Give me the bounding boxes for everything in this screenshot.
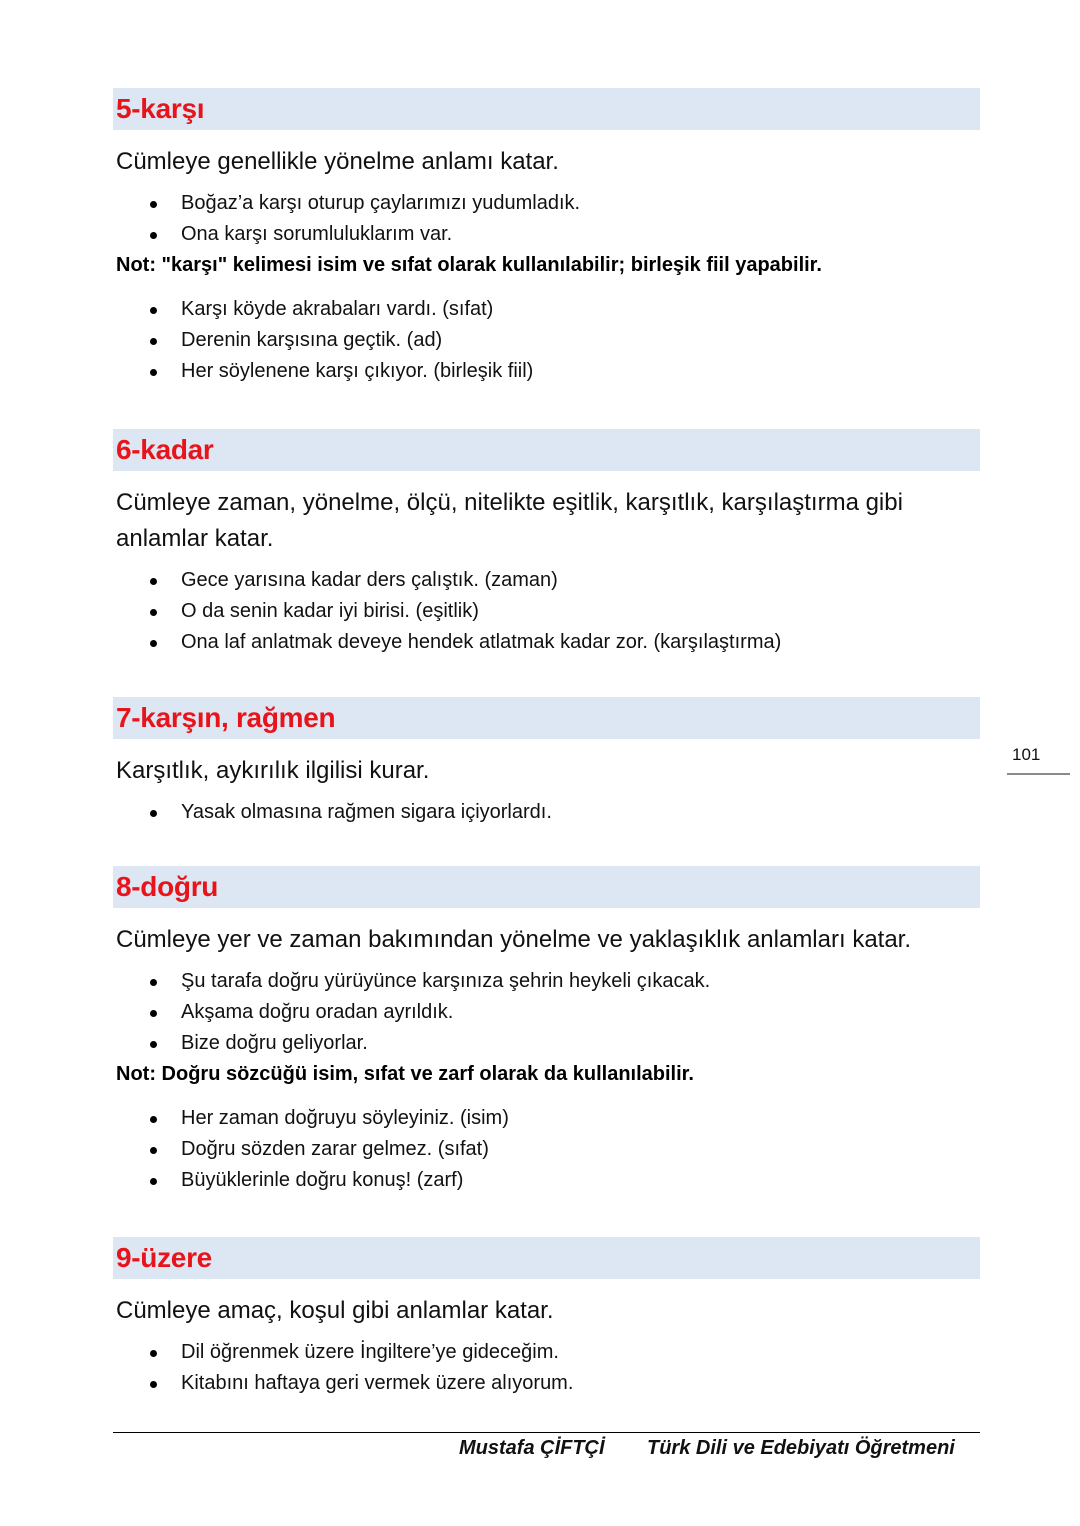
list-item: Ona karşı sorumluluklarım var. — [113, 219, 980, 250]
footer-author: Mustafa ÇİFTÇİ — [459, 1437, 605, 1459]
section-title: 9-üzere — [116, 1242, 212, 1273]
note: Not: Doğru sözcüğü isim, sıfat ve zarf olarak da kullanılabilir. — [116, 1063, 694, 1085]
section-heading-band — [113, 866, 980, 908]
section-heading-band — [113, 88, 980, 130]
note-example-list — [113, 1103, 980, 1196]
section-title: 8-doğru — [116, 871, 219, 902]
section-lead: Karşıtlık, aykırılık ilgilisi kurar. — [116, 757, 430, 784]
example-list — [113, 966, 980, 1059]
section-heading-band — [113, 429, 980, 471]
list-item: Akşama doğru oradan ayrıldık. — [113, 997, 980, 1028]
list-item: O da senin kadar iyi birisi. (eşitlik) — [113, 596, 980, 627]
section-title: 5-karşı — [116, 93, 205, 124]
list-item: Karşı köyde akrabaları vardı. (sıfat) — [113, 294, 980, 325]
example-list — [113, 188, 980, 250]
page-number: 101 — [1012, 745, 1041, 764]
section-lead: Cümleye yer ve zaman bakımından yönelme ve yaklaşıklık anlamları katar. — [116, 926, 912, 953]
page-number-rule — [1007, 773, 1070, 775]
example-list — [113, 1337, 980, 1399]
list-item: Dil öğrenmek üzere İngiltere’ye gideceğim. — [113, 1337, 980, 1368]
list-item: Her söylenene karşı çıkıyor. (birleşik fiil) — [113, 356, 980, 387]
section-uzere — [113, 1237, 980, 1399]
section-title: 7-karşın, rağmen — [116, 702, 336, 733]
list-item: Yasak olmasına rağmen sigara içiyorlardı. — [113, 797, 980, 828]
section-lead: Cümleye amaç, koşul gibi anlamlar katar. — [116, 1297, 554, 1324]
list-item: Bize doğru geliyorlar. — [113, 1028, 980, 1059]
example-list — [113, 565, 980, 658]
footer-rule — [113, 1432, 980, 1433]
list-item: Ona laf anlatmak deveye hendek atlatmak kadar zor. (karşılaştırma) — [113, 627, 980, 658]
list-item: Şu tarafa doğru yürüyünce karşınıza şehrin heykeli çıkacak. — [113, 966, 980, 997]
section-dogru — [113, 866, 980, 1196]
section-karsin-ragmen — [113, 697, 980, 828]
list-item: Gece yarısına kadar ders çalıştık. (zaman) — [113, 565, 980, 596]
section-lead: Cümleye genellikle yönelme anlamı katar. — [116, 148, 559, 175]
note: Not: "karşı" kelimesi isim ve sıfat olarak kullanılabilir; birleşik fiil yapabilir. — [116, 254, 822, 276]
section-karsi — [113, 88, 980, 387]
note-example-list — [113, 294, 980, 387]
section-kadar — [113, 429, 980, 658]
list-item: Kitabını haftaya geri vermek üzere alıyorum. — [113, 1368, 980, 1399]
list-item: Boğaz’a karşı oturup çaylarımızı yudumladık. — [113, 188, 980, 219]
list-item: Derenin karşısına geçtik. (ad) — [113, 325, 980, 356]
footer-role: Türk Dili ve Edebiyatı Öğretmeni — [647, 1437, 955, 1459]
section-title: 6-kadar — [116, 434, 214, 465]
section-lead: Cümleye zaman, yönelme, ölçü, nitelikte eşitlik, karşıtlık, karşılaştırma gibi anlamlar katar. — [116, 489, 903, 552]
section-heading-band — [113, 1237, 980, 1279]
list-item: Doğru sözden zarar gelmez. (sıfat) — [113, 1134, 980, 1165]
list-item: Büyüklerinle doğru konuş! (zarf) — [113, 1165, 980, 1196]
example-list — [113, 797, 980, 828]
list-item: Her zaman doğruyu söyleyiniz. (isim) — [113, 1103, 980, 1134]
section-heading-band — [113, 697, 980, 739]
